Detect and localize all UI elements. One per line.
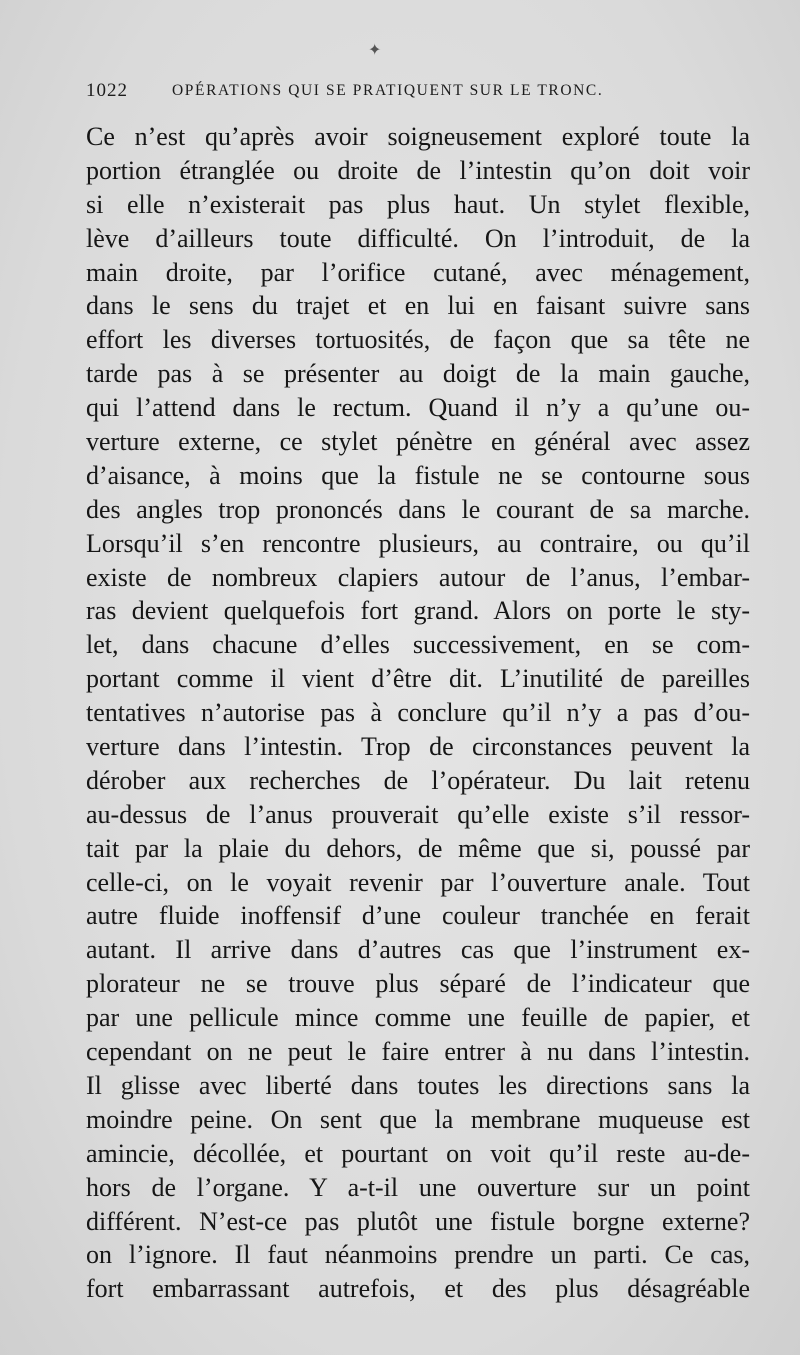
text-line: autant. Il arrive dans d’autres cas que l’instrument ex- bbox=[86, 935, 750, 965]
text-line: verture externe, ce stylet pénètre en général avec assez bbox=[86, 427, 750, 457]
text-line: autre fluide inoffensif d’une couleur tranchée en ferait bbox=[86, 901, 750, 931]
printer-mark: ✦ bbox=[368, 40, 382, 59]
text-line: Il glisse avec liberté dans toutes les directions sans la bbox=[86, 1070, 750, 1100]
text-line: plorateur ne se trouve plus séparé de l’indicateur que bbox=[86, 969, 750, 999]
text-line: amincie, décollée, et pourtant on voit qu’il reste au-de- bbox=[86, 1138, 750, 1168]
text-line: Ce n’est qu’après avoir soigneusement exploré toute la bbox=[86, 122, 750, 151]
text-line: qui l’attend dans le rectum. Quand il n’y a qu’une ou- bbox=[86, 393, 750, 423]
text-line: portion étranglée ou droite de l’intestin qu’on doit voir bbox=[86, 155, 750, 185]
text-line: let, dans chacune d’elles successivement, en se com- bbox=[86, 630, 750, 660]
text-line: fort embarrassant autrefois, et des plus désagréable bbox=[86, 1274, 750, 1304]
text-line: ras devient quelquefois fort grand. Alors on porte le sty- bbox=[86, 596, 750, 626]
text-line: cependant on ne peut le faire entrer à nu dans l’intestin. bbox=[86, 1037, 750, 1067]
page-number: 1022 bbox=[86, 80, 128, 101]
text-line: d’aisance, à moins que la fistule ne se contourne sous bbox=[86, 460, 750, 490]
text-line: lève d’ailleurs toute difficulté. On l’introduit, de la bbox=[86, 223, 750, 253]
text-line: tait par la plaie du dehors, de même que si, poussé par bbox=[86, 833, 750, 863]
text-line: différent. N’est-ce pas plutôt une fistule borgne externe? bbox=[86, 1206, 750, 1236]
text-line: Lorsqu’il s’en rencontre plusieurs, au contraire, ou qu’il bbox=[86, 528, 750, 558]
text-line: tentatives n’autorise pas à conclure qu’il n’y a pas d’ou- bbox=[86, 698, 750, 728]
text-line: dans le sens du trajet et en lui en faisant suivre sans bbox=[86, 291, 750, 321]
body-text bbox=[86, 120, 750, 1306]
text-line: moindre peine. On sent que la membrane muqueuse est bbox=[86, 1104, 750, 1134]
text-line: main droite, par l’orifice cutané, avec ménagement, bbox=[86, 257, 750, 287]
text-line: portant comme il vient d’être dit. L’inutilité de pareilles bbox=[86, 664, 750, 694]
text-line: tarde pas à se présenter au doigt de la main gauche, bbox=[86, 359, 750, 389]
text-line: au-dessus de l’anus prouverait qu’elle existe s’il ressor- bbox=[86, 799, 750, 829]
text-line: verture dans l’intestin. Trop de circonstances peuvent la bbox=[86, 732, 750, 762]
text-line: si elle n’existerait pas plus haut. Un stylet flexible, bbox=[86, 189, 750, 219]
text-line: dérober aux recherches de l’opérateur. Du lait retenu bbox=[86, 765, 750, 795]
text-line: effort les diverses tortuosités, de façon que sa tête ne bbox=[86, 325, 750, 355]
running-title: OPÉRATIONS QUI SE PRATIQUENT SUR LE TRONC. bbox=[172, 82, 604, 99]
text-line: on l’ignore. Il faut néanmoins prendre un parti. Ce cas, bbox=[86, 1240, 750, 1270]
text-line: par une pellicule mince comme une feuille de papier, et bbox=[86, 1003, 750, 1033]
text-line: existe de nombreux clapiers autour de l’anus, l’embar- bbox=[86, 562, 750, 592]
text-line: des angles trop prononcés dans le courant de sa marche. bbox=[86, 494, 750, 524]
page-header bbox=[86, 80, 750, 106]
text-line: hors de l’organe. Y a-t-il une ouverture sur un point bbox=[86, 1172, 750, 1202]
text-line: celle-ci, on le voyait revenir par l’ouverture anale. Tout bbox=[86, 867, 750, 897]
